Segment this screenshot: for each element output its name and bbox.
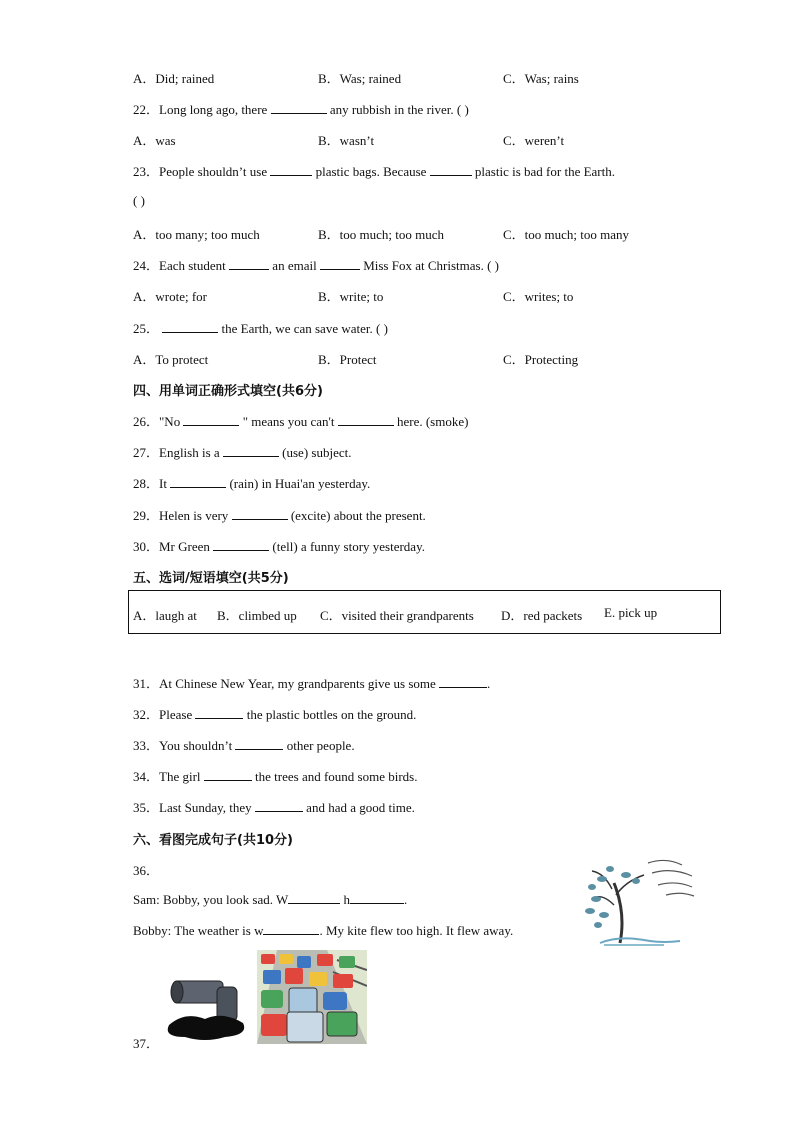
q23-blank-1[interactable] (270, 163, 312, 176)
word-option-a: A．laugh at (133, 608, 197, 623)
q35-text-post: and had a good time. (306, 800, 415, 815)
q36-blank-w[interactable] (288, 891, 340, 904)
word-box (128, 590, 721, 634)
q24-blank-2[interactable] (320, 257, 360, 270)
q34-text-post: the trees and found some birds. (255, 769, 418, 784)
section-4-heading: 四、用单词正确形式填空(共6分) (133, 384, 323, 399)
q36-sam-line (133, 891, 407, 908)
q28-text-post: (rain) in Huai'an yesterday. (229, 476, 371, 491)
q36-bobby-line (133, 922, 513, 939)
q21-option-a: A．Did; rained (133, 71, 215, 86)
question-30 (133, 536, 425, 555)
question-25 (133, 318, 388, 337)
q24-option-b: B．write; to (318, 289, 384, 304)
q35-blank[interactable] (255, 799, 303, 812)
q30-blank[interactable] (213, 538, 269, 551)
q22-text-pre: 22．Long long ago, there (133, 102, 268, 117)
q32-blank[interactable] (195, 706, 243, 719)
q36-blank-weather[interactable] (263, 922, 319, 935)
question-33 (133, 735, 355, 754)
q29-text-pre: 29．Helen is very (133, 508, 229, 523)
question-32 (133, 704, 416, 723)
q21-option-b: B．Was; rained (318, 71, 402, 86)
q23-option-c: C．too much; too many (503, 227, 630, 242)
q31-blank[interactable] (439, 675, 487, 688)
q29-text-post: (excite) about the present. (290, 508, 426, 523)
q33-blank[interactable] (235, 737, 283, 750)
q24-option-a: A．wrote; for (133, 289, 208, 304)
q36-bobby-text-pre: Bobby: The weather is w (133, 923, 264, 938)
q25-text-post: the Earth, we can save water. ( ) (221, 321, 388, 336)
q25-text-pre: 25． (133, 321, 160, 336)
q26-text-post: here. (smoke) (396, 414, 469, 429)
q22-option-b: B．wasn’t (318, 133, 375, 148)
word-option-c: C．visited their grandparents (320, 608, 474, 623)
q21-option-c: C．Was; rains (503, 71, 579, 86)
question-24 (133, 255, 499, 274)
section-5-heading: 五、选词/短语填空(共5分) (133, 571, 289, 586)
q31-text-pre: 31．At Chinese New Year, my grandparents give us some (133, 676, 436, 691)
q27-text-pre: 27．English is a (133, 445, 220, 460)
q22-option-c: C．weren’t (503, 133, 565, 148)
traffic-jam-illustration (257, 950, 367, 1044)
q22-text-post: any rubbish in the river. ( ) (329, 102, 469, 117)
q25-option-a: A．To protect (133, 352, 209, 367)
q23-text-post: plastic is bad for the Earth. (474, 164, 615, 179)
q33-text-pre: 33．You shouldn’t (133, 738, 233, 753)
q23-blank-2[interactable] (430, 163, 472, 176)
q37-number: 37． (133, 1036, 160, 1051)
question-28 (133, 473, 370, 492)
q36-number: 36． (133, 863, 160, 878)
q24-text-post: Miss Fox at Christmas. ( ) (363, 258, 499, 273)
q32-text-pre: 32．Please (133, 707, 193, 722)
q23-option-b: B．too much; too much (318, 227, 445, 242)
q23-option-a: A．too many; too much (133, 227, 260, 242)
question-27 (133, 442, 351, 461)
q23-answer-paren: ( ) (133, 193, 145, 208)
q28-text-pre: 28．It (133, 476, 167, 491)
question-31 (133, 673, 490, 692)
q31-text-post: . (487, 676, 491, 691)
section-6-heading: 六、看图完成句子(共10分) (133, 833, 293, 848)
q24-option-c: C．writes; to (503, 289, 574, 304)
question-22 (133, 99, 469, 118)
q23-text-pre: 23．People shouldn’t use (133, 164, 268, 179)
q30-text-post: (tell) a funny story yesterday. (272, 539, 425, 554)
question-35 (133, 797, 415, 816)
q36-blank-h[interactable] (350, 891, 404, 904)
q26-text-pre: 26．"No (133, 414, 181, 429)
polluting-pipe-illustration (165, 975, 255, 1043)
q22-option-a: A．was (133, 133, 176, 148)
word-option-b: B．climbed up (217, 608, 297, 623)
question-23 (133, 161, 615, 180)
question-34 (133, 766, 417, 785)
q34-text-pre: 34．The girl (133, 769, 201, 784)
q33-text-post: other people. (286, 738, 355, 753)
q24-text-pre: 24．Each student (133, 258, 226, 273)
q26-text-mid: " means you can't (242, 414, 335, 429)
q35-text-pre: 35．Last Sunday, they (133, 800, 252, 815)
q36-sam-text-pre: Sam: Bobby, you look sad. W (133, 892, 289, 907)
windy-tree-illustration (582, 855, 706, 947)
word-option-d: D．red packets (501, 608, 583, 623)
q36-sam-text-mid: h (343, 892, 351, 907)
q25-option-c: C．Protecting (503, 352, 579, 367)
q36-bobby-text-post: . My kite flew too high. It flew away. (319, 923, 514, 938)
q23-text-mid: plastic bags. Because (315, 164, 427, 179)
q24-text-mid: an email (272, 258, 317, 273)
word-option-e: E. pick up (604, 605, 658, 620)
q26-blank-2[interactable] (338, 413, 394, 426)
q32-text-post: the plastic bottles on the ground. (246, 707, 417, 722)
q24-blank-1[interactable] (229, 257, 269, 270)
q27-blank[interactable] (223, 444, 279, 457)
question-26 (133, 411, 468, 430)
q25-option-b: B．Protect (318, 352, 377, 367)
q27-text-post: (use) subject. (282, 445, 352, 460)
q25-blank[interactable] (162, 320, 218, 333)
q22-blank[interactable] (271, 101, 327, 114)
q36-sam-text-post: . (404, 892, 408, 907)
q29-blank[interactable] (232, 507, 288, 520)
question-29 (133, 505, 426, 524)
q26-blank-1[interactable] (183, 413, 239, 426)
q30-text-pre: 30．Mr Green (133, 539, 210, 554)
q34-blank[interactable] (204, 768, 252, 781)
q28-blank[interactable] (170, 475, 226, 488)
